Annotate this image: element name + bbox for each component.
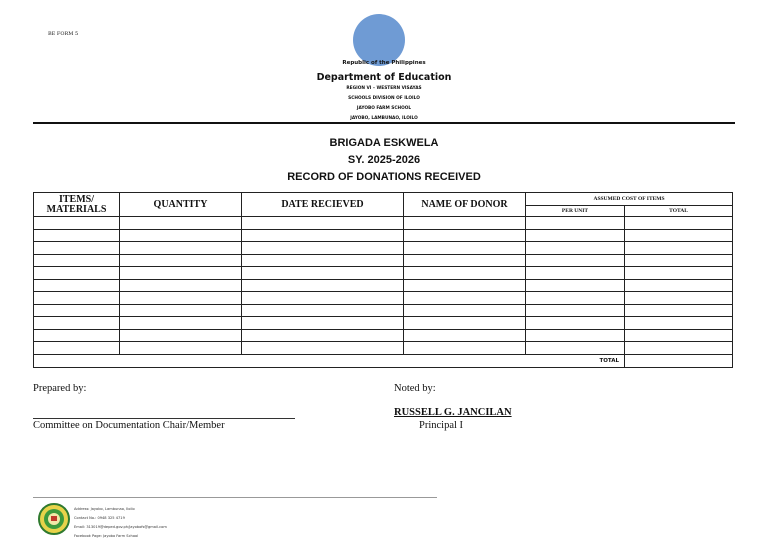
footer-email: Email: 313019@deped.gov.ph/jayobofs@gmail.com (74, 525, 167, 529)
total-label: TOTAL (34, 354, 625, 367)
total-cell[interactable] (625, 217, 733, 230)
form-code: BE FORM 5 (48, 31, 79, 37)
donor-cell[interactable] (404, 267, 526, 280)
col-header-total: TOTAL (625, 206, 733, 217)
total-cell[interactable] (625, 242, 733, 255)
table-row (34, 242, 733, 255)
footer-address: Address: Jayobo, Lambunao, Iloilo (74, 507, 135, 511)
committee-label: Committee on Documentation Chair/Member (33, 420, 225, 431)
school-logo (38, 503, 70, 535)
total-value-cell[interactable] (625, 354, 733, 367)
date-cell[interactable] (242, 254, 404, 267)
donor-cell[interactable] (404, 304, 526, 317)
donor-cell[interactable] (404, 292, 526, 305)
date-cell[interactable] (242, 242, 404, 255)
date-cell[interactable] (242, 292, 404, 305)
item-cell[interactable] (34, 254, 120, 267)
header-address: JAYOBO, LAMBUNAO, ILOILO (350, 116, 418, 121)
header-department: Department of Education (316, 72, 452, 83)
per-unit-cell[interactable] (526, 254, 625, 267)
item-cell[interactable] (34, 279, 120, 292)
table-row (34, 317, 733, 330)
quantity-cell[interactable] (120, 229, 242, 242)
per-unit-cell[interactable] (526, 267, 625, 280)
date-cell[interactable] (242, 267, 404, 280)
quantity-cell[interactable] (120, 217, 242, 230)
quantity-cell[interactable] (120, 329, 242, 342)
table-row (34, 342, 733, 355)
table-row (34, 279, 733, 292)
quantity-cell[interactable] (120, 279, 242, 292)
col-header-donor: NAME OF DONOR (404, 193, 526, 217)
item-cell[interactable] (34, 329, 120, 342)
item-cell[interactable] (34, 317, 120, 330)
total-cell[interactable] (625, 317, 733, 330)
per-unit-cell[interactable] (526, 342, 625, 355)
total-cell[interactable] (625, 304, 733, 317)
donor-cell[interactable] (404, 317, 526, 330)
footer-contact: Contact No.: 0948 325 4719 (74, 516, 125, 520)
table-row (34, 229, 733, 242)
item-cell[interactable] (34, 342, 120, 355)
total-cell[interactable] (625, 229, 733, 242)
per-unit-cell[interactable] (526, 242, 625, 255)
title-program: BRIGADA ESKWELA (329, 137, 439, 149)
quantity-cell[interactable] (120, 304, 242, 317)
table-row (34, 217, 733, 230)
quantity-cell[interactable] (120, 292, 242, 305)
donations-table (33, 192, 733, 368)
table-row (34, 292, 733, 305)
total-cell[interactable] (625, 292, 733, 305)
footer-divider (33, 497, 437, 498)
col-header-assumed-cost: ASSUMED COST OF ITEMS (526, 193, 733, 206)
total-cell[interactable] (625, 279, 733, 292)
quantity-cell[interactable] (120, 342, 242, 355)
table-row (34, 304, 733, 317)
item-cell[interactable] (34, 229, 120, 242)
donor-cell[interactable] (404, 329, 526, 342)
col-header-per-unit: PER UNIT (526, 206, 625, 217)
header-divider (33, 122, 735, 124)
per-unit-cell[interactable] (526, 317, 625, 330)
item-cell[interactable] (34, 242, 120, 255)
title-record: RECORD OF DONATIONS RECEIVED (287, 171, 481, 183)
per-unit-cell[interactable] (526, 229, 625, 242)
total-cell[interactable] (625, 267, 733, 280)
per-unit-cell[interactable] (526, 292, 625, 305)
date-cell[interactable] (242, 217, 404, 230)
noted-by-label: Noted by: (394, 383, 436, 394)
donor-cell[interactable] (404, 217, 526, 230)
deped-seal (353, 14, 405, 66)
per-unit-cell[interactable] (526, 279, 625, 292)
item-cell[interactable] (34, 304, 120, 317)
footer-facebook: Facebook Page: Jayobo Farm School (74, 534, 139, 538)
date-cell[interactable] (242, 279, 404, 292)
date-cell[interactable] (242, 304, 404, 317)
donor-cell[interactable] (404, 229, 526, 242)
table-row (34, 254, 733, 267)
item-cell[interactable] (34, 267, 120, 280)
date-cell[interactable] (242, 329, 404, 342)
signature-line (33, 418, 295, 419)
date-cell[interactable] (242, 229, 404, 242)
principal-title: Principal I (419, 420, 464, 431)
donor-cell[interactable] (404, 242, 526, 255)
header-division: SCHOOLS DIVISION OF ILOILO (348, 96, 420, 101)
header-region: REGION VI – WESTERN VISAYAS (346, 86, 422, 91)
col-header-quantity: QUANTITY (120, 193, 242, 217)
per-unit-cell[interactable] (526, 217, 625, 230)
title-school-year: SY. 2025-2026 (347, 154, 421, 166)
item-cell[interactable] (34, 217, 120, 230)
col-header-date: DATE RECIEVED (242, 193, 404, 217)
total-cell[interactable] (625, 342, 733, 355)
date-cell[interactable] (242, 317, 404, 330)
prepared-by-label: Prepared by: (33, 383, 87, 394)
total-cell[interactable] (625, 254, 733, 267)
col-header-items: ITEMS/ MATERIALS (34, 193, 120, 217)
principal-name: RUSSELL G. JANCILAN (394, 407, 512, 418)
per-unit-cell[interactable] (526, 304, 625, 317)
quantity-cell[interactable] (120, 317, 242, 330)
donor-cell[interactable] (404, 279, 526, 292)
header-republic: Republic of the Philippines (342, 60, 426, 66)
donor-cell[interactable] (404, 342, 526, 355)
header-school: JAYOBO FARM SCHOOL (356, 106, 412, 111)
table-row (34, 267, 733, 280)
item-cell[interactable] (34, 292, 120, 305)
date-cell[interactable] (242, 342, 404, 355)
donor-cell[interactable] (404, 254, 526, 267)
total-cell[interactable] (625, 329, 733, 342)
quantity-cell[interactable] (120, 267, 242, 280)
table-row (34, 329, 733, 342)
quantity-cell[interactable] (120, 254, 242, 267)
per-unit-cell[interactable] (526, 329, 625, 342)
quantity-cell[interactable] (120, 242, 242, 255)
